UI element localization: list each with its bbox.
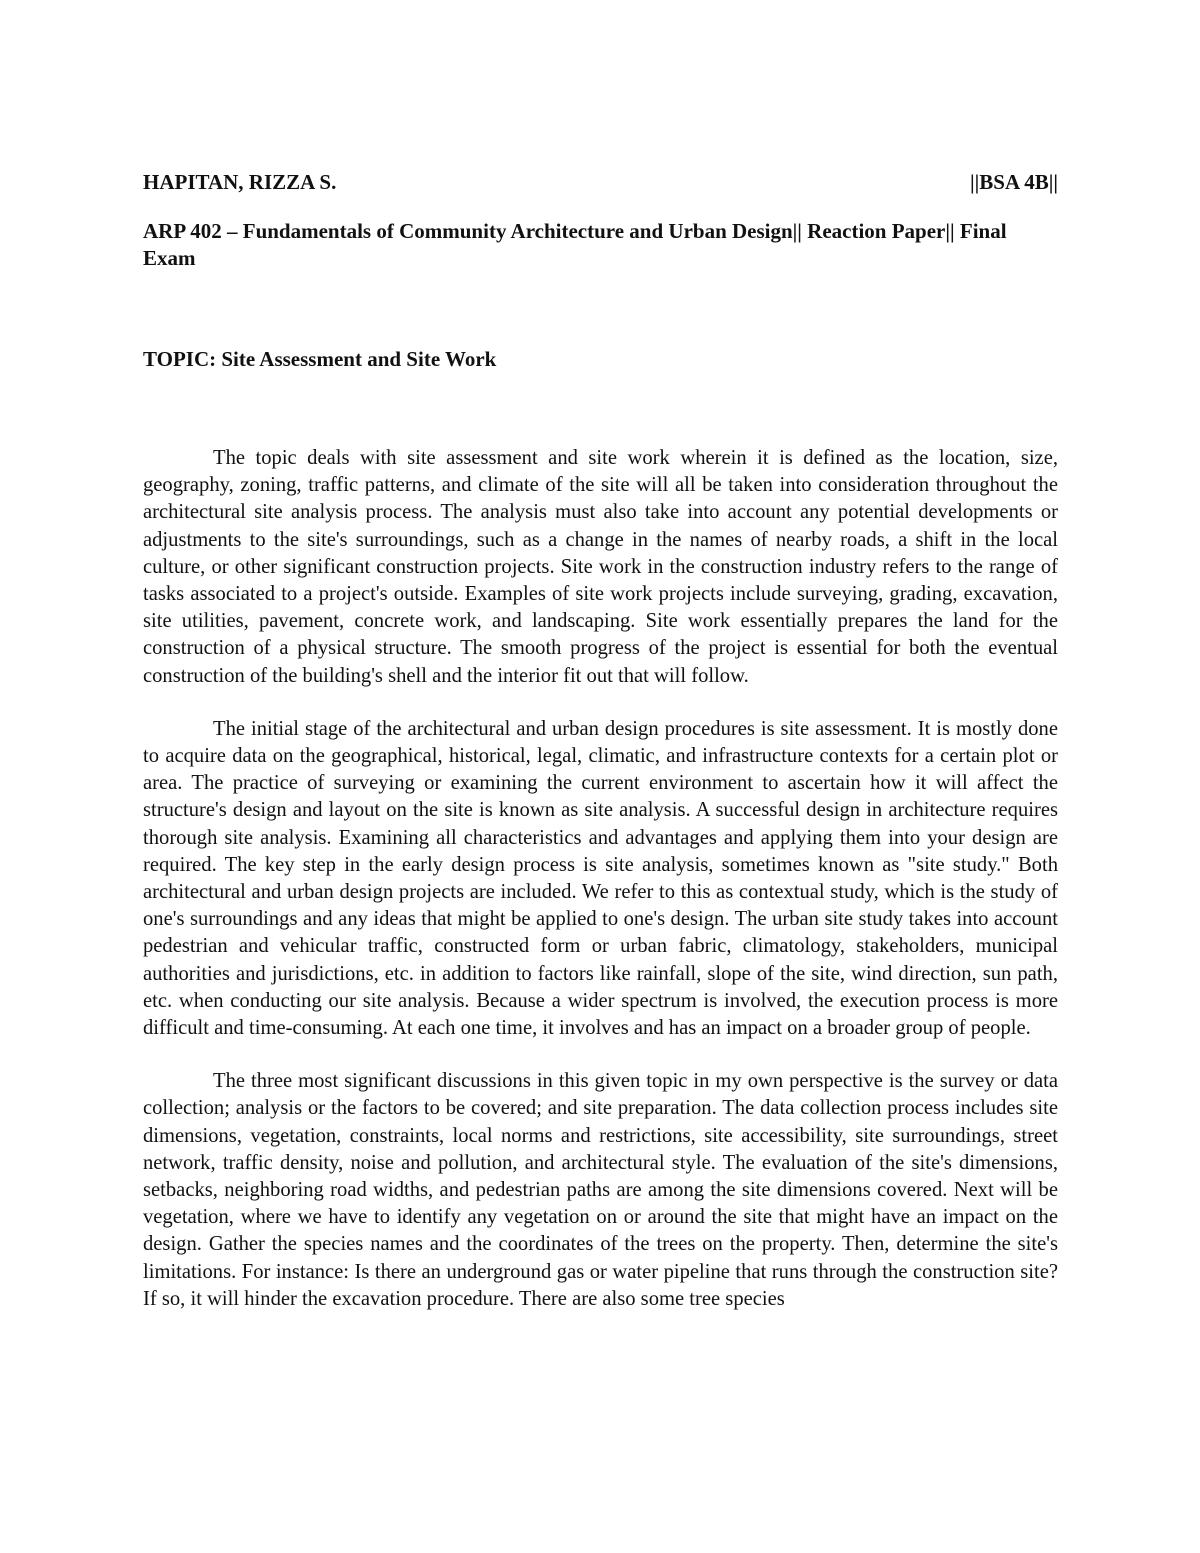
topic-heading: TOPIC: Site Assessment and Site Work [143,347,497,371]
paragraph-2: The initial stage of the architectural and urban design procedures is site assessment. It is mostly done to acquire data on the geographical, historical, legal, climatic, and infrastructure contexts for a certain plot or area. The practice of surveying or examining the current environment to ascertain how it will affect the structure's design and layout on the site is known as site analysis. A successful design in architecture requires thorough site analysis. Examining all characteristics and advantages and applying them into your design are required. The key step in the early design process is site analysis, sometimes known as "site study." Both architectural and urban design projects are included. We refer to this as contextual study, which is the study of one's surroundings and any ideas that might be applied to one's design. The urban site study takes into account pedestrian and vehicular traffic, constructed form or urban fabric, climatology, stakeholders, municipal authorities and jurisdictions, etc. in addition to factors like rainfall, slope of the site, wind direction, sun path, etc. when conducting our site analysis. Because a wider spectrum is involved, the execution process is more difficult and time-consuming. At each one time, it involves and has an impact on a broader group of people. [143,717,1058,1040]
course-title: ARP 402 – Fundamentals of Community Architecture and Urban Design|| Reaction Paper|| Final Exam [143,219,1007,270]
paragraph-3: The three most significant discussions in this given topic in my own perspective is the survey or data collection; analysis or the factors to be covered; and site preparation. The data collection process includes site dimensions, vegetation, constraints, local norms and restrictions, site accessibility, site surroundings, street network, traffic density, noise and pollution, and architectural style. The evaluation of the site's dimensions, setbacks, neighboring road widths, and pedestrian paths are among the site dimensions covered. Next will be vegetation, where we have to identify any vegetation on or around the site that might have an impact on the design. Gather the species names and the coordinates of the trees on the property. Then, determine the site's limitations. For instance: Is there an underground gas or water pipeline that runs through the construction site? If so, it will hinder the excavation procedure. There are also some tree species [143,1070,1058,1310]
class-section: ||BSA 4B|| [970,170,1058,194]
paragraph-1: The topic deals with site assessment and site work wherein it is defined as the location, size, geography, zoning, traffic patterns, and climate of the site will all be taken into consideration throughout the architectural site analysis process. The analysis must also take into account any potential developments or adjustments to the site's surroundings, such as a change in the names of nearby roads, a shift in the local culture, or other significant construction projects. Site work in the construction industry refers to the range of tasks associated to a project's outside. Examples of site work projects include surveying, grading, excavation, site utilities, pavement, concrete work, and landscaping. Site work essentially prepares the land for the construction of a physical structure. The smooth progress of the project is essential for both the eventual construction of the building's shell and the interior fit out that will follow. [143,447,1058,687]
essay-body [143,445,1058,1339]
student-name: HAPITAN, RIZZA S. [143,170,337,194]
